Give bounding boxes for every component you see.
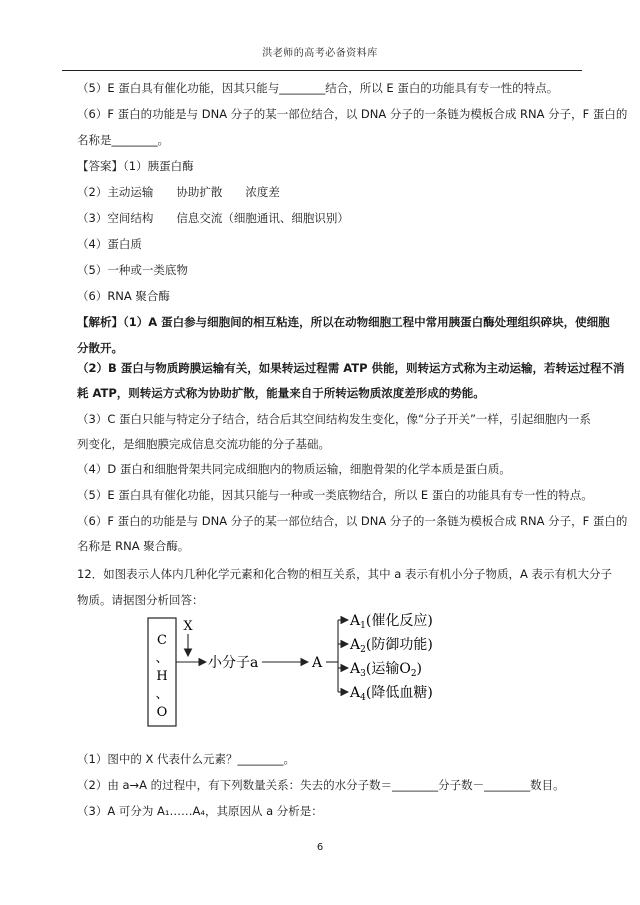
element-c: C	[157, 633, 167, 648]
text-line: （6）F 蛋白的功能是与 DNA 分子的某一部位结合，以 DNA 分子的一条链为模板合成 RNA 分子，F 蛋白的	[77, 107, 628, 121]
small-molecule-label: 小分子a	[208, 655, 259, 671]
answer-heading: 【答案】（1）胰蛋白酶	[77, 159, 194, 173]
text-line: 耗 ATP，则转运方式称为协助扩散，能量来自于所转运物质浓度差形成的势能。	[77, 386, 485, 400]
text-line: （6）F 蛋白的功能是与 DNA 分子的某一部位结合，以 DNA 分子的一条链为模板合成 RNA 分子，F 蛋白的	[77, 514, 628, 528]
element-sep: 、	[155, 687, 169, 702]
macromolecule-label: A	[312, 655, 323, 671]
text-line: （5）E 蛋白具有催化功能，因其只能与________结合，所以 E 蛋白的功能具有专一性的特点。	[77, 81, 559, 95]
branch-a2: $A_2$(防御功能)	[350, 637, 433, 655]
header-divider	[62, 70, 582, 71]
page-number: 6	[316, 842, 324, 853]
x-label: X	[183, 619, 193, 634]
question-2: （2）由 a→A 的过程中，有下列数量关系：失去的水分子数＝________分子数－________数目。	[77, 778, 565, 792]
text-line: （5）一种或一类底物	[77, 263, 188, 277]
text-line: 名称是________。	[77, 133, 169, 147]
question-1: （1）图中的 X 代表什么元素？________。	[77, 752, 296, 766]
element-sep: 、	[155, 651, 169, 666]
branch-a3: $A_3$(运输$O_2$)	[350, 661, 423, 679]
branch-a4: $A_4$(降低血糖)	[350, 685, 433, 703]
element-o: O	[156, 705, 168, 720]
text-line: （5）E 蛋白具有催化功能，因其只能与一种或一类底物结合，所以 E 蛋白的功能具有专一性的特点。	[77, 488, 593, 502]
page-header: 洪老师的高考必备资料库	[262, 48, 378, 59]
text-line: （4）D 蛋白和细胞骨架共同完成细胞内的物质运输，细胞骨架的化学本质是蛋白质。	[77, 462, 511, 476]
text-line: （6）RNA 聚合酶	[77, 289, 170, 303]
text-line: 物质。请据图分析回答：	[77, 593, 204, 607]
question-12-stem: 12．如图表示人体内几种化学元素和化合物的相互关系，其中 a 表示有机小分子物质，A 表示有机大分子	[77, 567, 613, 581]
text-line: （3）空间结构 信息交流（细胞通讯、细胞识别）	[77, 211, 349, 225]
text-line: （4）蛋白质	[77, 237, 142, 251]
analysis-heading: 【解析】（1）A 蛋白参与细胞间的相互粘连，所以在动物细胞工程中常用胰蛋白酶处理组织碎块，使细胞	[77, 315, 610, 329]
text-line: （2）B 蛋白与物质跨膜运输有关，如果转运过程需 ATP 供能，则转运方式称为主动运输，若转运过程不消	[77, 361, 625, 375]
text-line: 列变化，是细胞膜完成信息交流功能的分子基础。	[77, 437, 330, 451]
text-line: 分散开。	[77, 341, 123, 355]
text-line: （2）主动运输 协助扩散 浓度差	[77, 185, 280, 199]
question-3: （3）A 可分为 A₁……A₄，其原因从 a 分析是：	[77, 804, 323, 818]
text-line: （3）C 蛋白只能与特定分子结合，结合后其空间结构发生变化，像“分子开关”一样，引起细胞内一系	[77, 412, 591, 426]
element-compound-diagram	[140, 606, 460, 736]
element-h: H	[156, 669, 168, 684]
text-line: 名称是 RNA 聚合酶。	[77, 539, 190, 553]
branch-a1: $A_1$(催化反应)	[350, 613, 433, 631]
